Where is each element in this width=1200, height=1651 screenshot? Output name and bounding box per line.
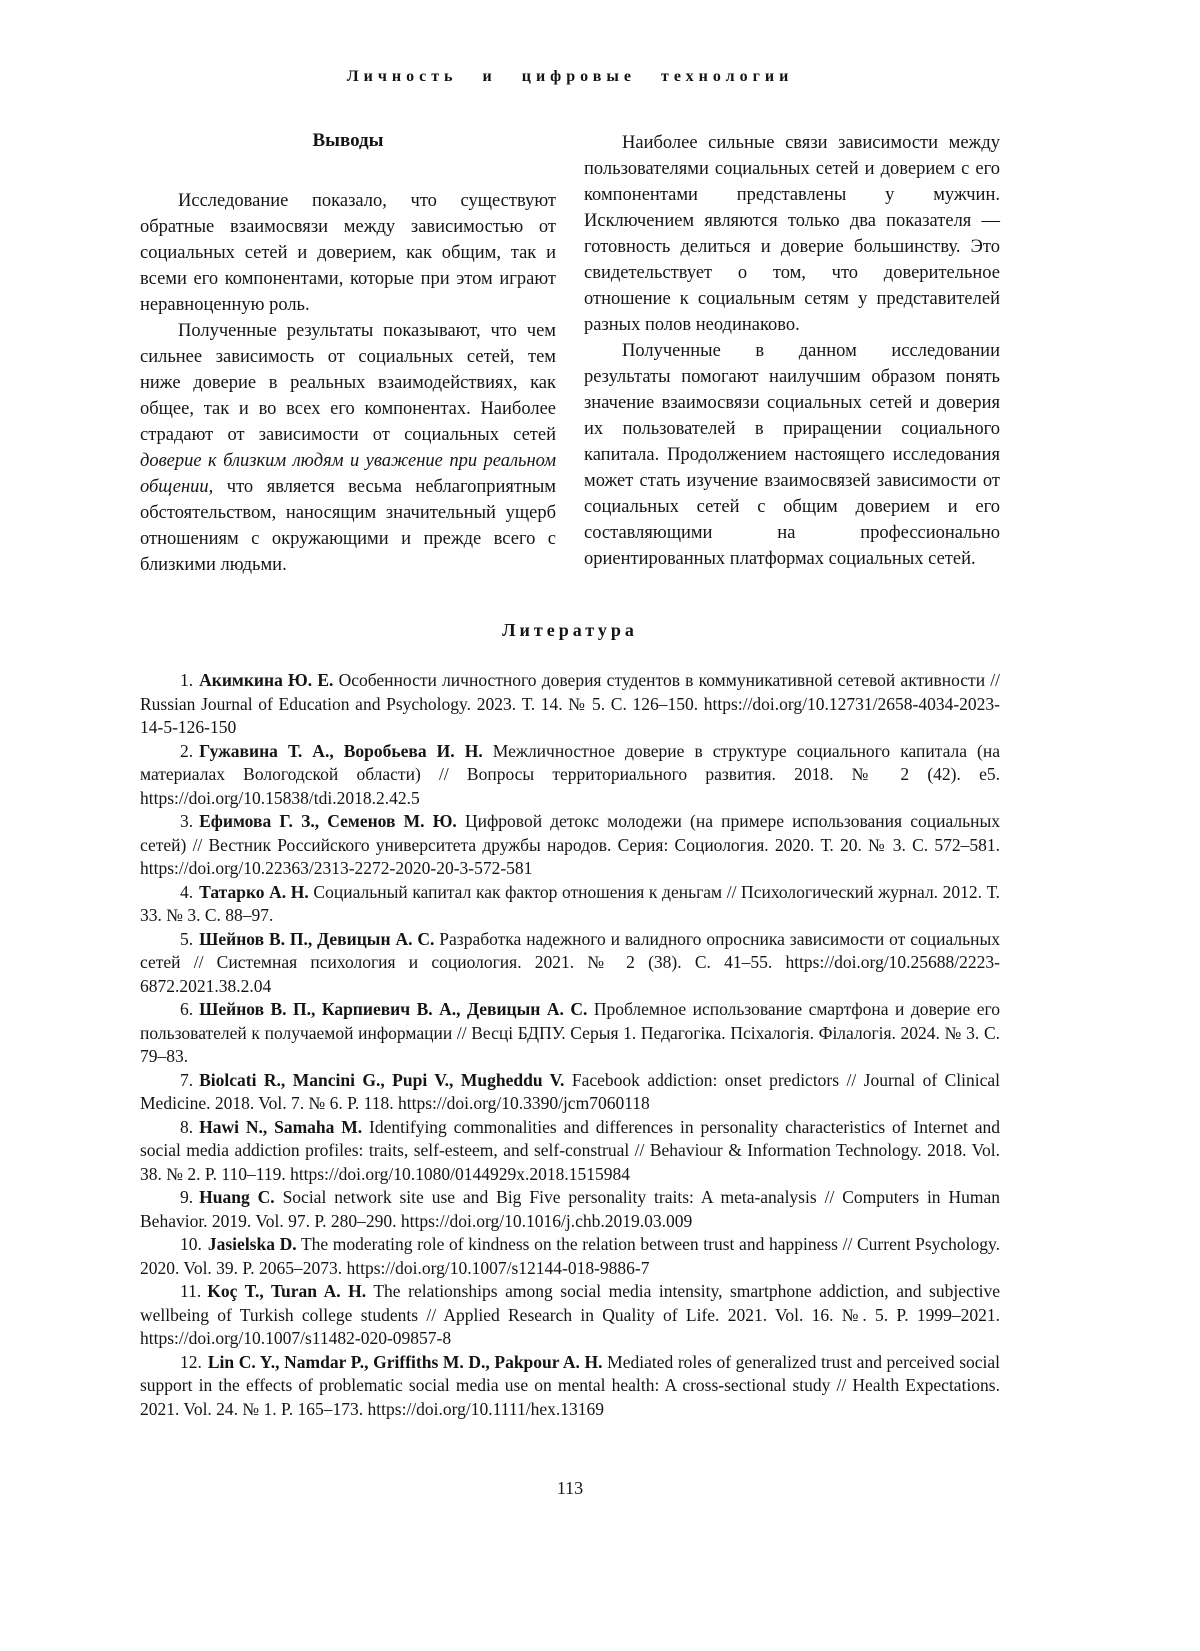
reference-authors: Huang C. [199, 1187, 275, 1207]
reference-number: 1. [180, 670, 194, 690]
reference-item [140, 1069, 1000, 1116]
reference-item [140, 998, 1000, 1069]
reference-authors: Lin C. Y., Namdar P., Griffiths M. D., Pakpour A. H. [207, 1351, 603, 1372]
reference-item [140, 1233, 1000, 1280]
reference-authors: Гужавина Т. А., Воробьева И. Н. [199, 740, 483, 761]
reference-text: Особенности личностного доверия студентов в коммуникативной сетевой активности // Russian Journal of Education and Psychology. 2023. Т. 14. № 5. С. 126–150. https://doi.org/10.12731/2658-4034-2023-14-5-126-150 [140, 670, 1000, 737]
reference-authors: Koç T., Turan A. H. [207, 1281, 367, 1301]
conclusions-title: Выводы [312, 130, 384, 151]
reference-item [140, 881, 1000, 928]
reference-text: Социальный капитал как фактор отношения к деньгам // Психологический журнал. 2012. Т. 33. № 3. С. 88–97. [140, 881, 1000, 925]
reference-authors: Татарко А. Н. [199, 881, 309, 902]
conclusions-paragraph-3: Наиболее сильные связи зависимости между пользователями социальных сетей и доверием с его компонентами представлены у мужчин. Исключением являются только два показателя — готовность делиться и доверие большинству. Это свидетельствует о том, что доверительное отношение к социальным сетям у представителей разных полов неодинаково. [584, 133, 1000, 335]
paragraph-text: что является весьма неблагоприятным обстоятельством, наносящим значительный ущерб отношениям с окружающими и прежде всего с близкими людьми. [140, 477, 556, 575]
reference-number: 2. [180, 740, 194, 761]
left-column [140, 130, 556, 578]
reference-item [140, 928, 1000, 999]
reference-item [140, 1280, 1000, 1351]
reference-authors: Шейнов В. П., Карпиевич В. А., Девицын А. С. [199, 999, 588, 1019]
reference-number: 7. [180, 1069, 194, 1090]
reference-text: Проблемное использование смартфона и доверие его пользователей к получаемой информации // Весці БДПУ. Серыя 1. Педагогіка. Псіхалогія. Філалогія. 2024. № 3. С. 79–83. [140, 999, 1001, 1066]
literature-title: Литература [502, 620, 638, 640]
reference-list [140, 669, 1000, 1421]
reference-authors: Jasielska D. [207, 1234, 297, 1254]
reference-text: Identifying commonalities and differences in personality characteristics of Internet and social media addiction profiles: traits, self-esteem, and self-construal // Behaviour & Information Technology. 2018. Vol. 38. № 2. P. 110–119. https://doi.org/10.1080/0144929x.2018.1515984 [140, 1116, 1001, 1184]
right-column [584, 130, 1000, 578]
reference-number: 6. [180, 999, 194, 1019]
conclusions-section [140, 130, 1000, 578]
reference-text: The moderating role of kindness on the relation between trust and happiness // Current Psychology. 2020. Vol. 39. P. 2065–2073. https://doi.org/10.1007/s12144-018-9886-7 [140, 1234, 1000, 1278]
reference-number: 10. [180, 1234, 202, 1254]
reference-item [140, 1116, 1000, 1187]
paragraph-text: Полученные результаты показывают, что чем сильнее зависимость от социальных сетей, тем ниже доверие в реальных взаимодействиях, как общее, так и во всех его компонентах. Наиболее страдают от зависимости от социальных сетей [140, 321, 556, 445]
reference-number: 5. [180, 928, 194, 949]
reference-item [140, 1186, 1000, 1233]
page-number: 113 [556, 1478, 584, 1498]
reference-item [140, 1351, 1000, 1422]
reference-number: 8. [180, 1116, 194, 1137]
reference-authors: Biolcati R., Mancini G., Pupi V., Mugheddu V. [199, 1069, 565, 1090]
reference-text: The relationships among social media intensity, smartphone addiction, and subjective wellbeing of Turkish college students // Applied Research in Quality of Life. 2021. Vol. 16. №. 5. P. 1999–2021. https://doi.org/10.1007/s11482-020-09857-8 [140, 1281, 1000, 1348]
reference-text: Mediated roles of generalized trust and perceived social support in the effects of problematic social media use on mental health: A cross-sectional study // Health Expectations. 2021. Vol. 24. № 1. P. 165–173. https://doi.org/10.1111/hex.13169 [140, 1351, 1001, 1419]
reference-authors: Ефимова Г. З., Семенов М. Ю. [199, 811, 457, 831]
reference-text: Facebook addiction: onset predictors // Journal of Clinical Medicine. 2018. Vol. 7. № 6. P. 118. https://doi.org/10.3390/jcm7060118 [140, 1069, 1001, 1113]
reference-authors: Акимкина Ю. Е. [199, 670, 334, 690]
conclusions-paragraph-1: Исследование показало, что существуют обратные взаимосвязи между зависимостью от социальных сетей и доверием, как общим, так и всеми его компонентами, которые при этом играют неравноценную роль. [140, 191, 556, 315]
conclusions-paragraph-2 [140, 318, 556, 578]
reference-item [140, 669, 1000, 740]
reference-text: Межличностное доверие в структуре социального капитала (на материалах Вологодской области) // Вопросы территориального развития. 2018. № 2 (42). e5. https://doi.org/10.15838/tdi.2018.2.42.5 [140, 740, 1001, 808]
reference-text: Цифровой детокс молодежи (на примере использования социальных сетей) // Вестник Российского университета дружбы народов. Серия: Социология. 2020. Т. 20. № 3. С. 572–581. https://doi.org/10.22363/2313-2272-2020-20-3-572-581 [140, 811, 1000, 878]
reference-number: 12. [180, 1351, 202, 1372]
reference-number: 11. [180, 1281, 202, 1301]
reference-authors: Шейнов В. П., Девицын А. С. [199, 928, 435, 949]
paragraph-italic-phrase: доверие к близким людям и уважение при реальном общении, [140, 451, 556, 497]
reference-item [140, 740, 1000, 811]
running-head: Личность и цифровые технологии [346, 68, 794, 85]
reference-number: 3. [180, 811, 194, 831]
reference-number: 4. [180, 881, 194, 902]
reference-text: Social network site use and Big Five personality traits: A meta-analysis // Computers in Human Behavior. 2019. Vol. 97. P. 280–290. https://doi.org/10.1016/j.chb.2019.03.009 [140, 1187, 1000, 1231]
reference-item [140, 810, 1000, 881]
reference-authors: Hawi N., Samaha M. [199, 1116, 363, 1137]
reference-text: Разработка надежного и валидного опросника зависимости от социальных сетей // Системная психология и социология. 2021. № 2 (38). С. 41–55. https://doi.org/10.25688/2223-6872.2021.38.2.04 [140, 928, 1000, 996]
conclusions-paragraph-4: Полученные в данном исследовании результаты помогают наилучшим образом понять значение взаимосвязи социальных сетей и доверия их пользователей в приращении социального капитала. Продолжением настоящего исследования может стать изучение взаимосвязей зависимости от социальных сетей с общим доверием и его составляющими на профессионально ориентированных платформах социальных сетей. [584, 341, 1000, 569]
reference-number: 9. [180, 1187, 194, 1207]
